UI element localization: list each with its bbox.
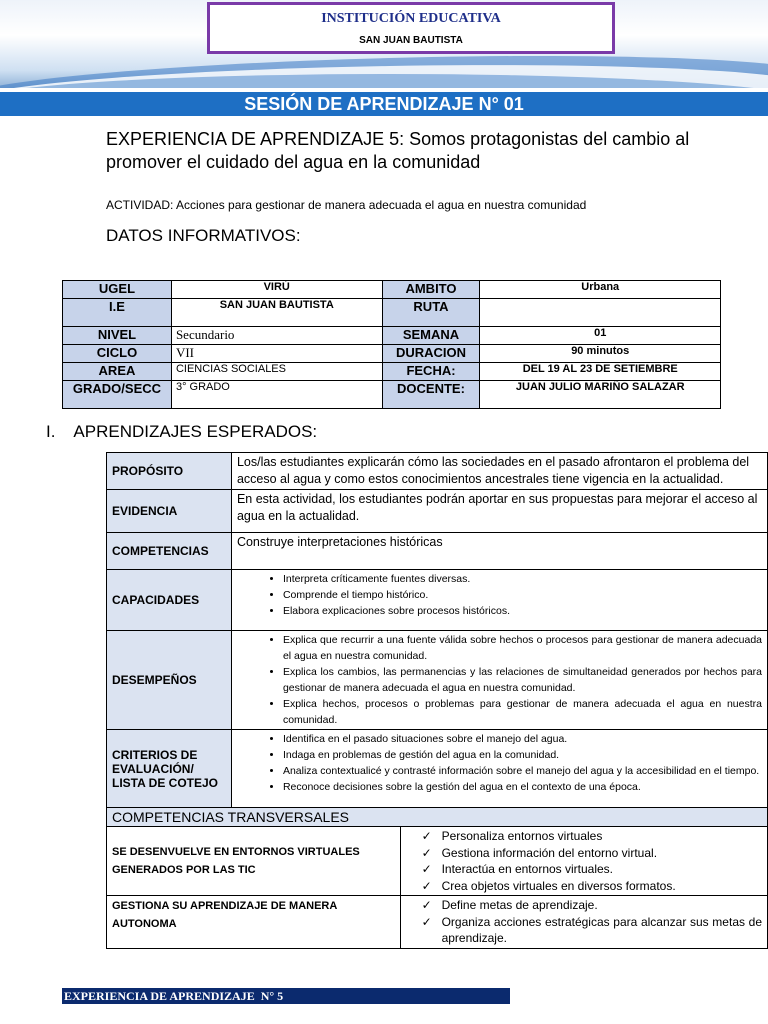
criterios-label <box>107 730 232 808</box>
list-item: • Interpreta críticamente fuentes diversas. <box>283 571 762 587</box>
criterios-label-line: CRITERIOS DE <box>112 747 198 762</box>
checklist-item: ✓ Interactúa en entornos virtuales. <box>442 861 762 878</box>
list-item: • Explica los cambios, las permanencias y las relaciones de simultaneidad generados por hechos para gestionar de manera adecuada el agua en nuestra comunidad. <box>283 664 762 696</box>
section-heading: I. APRENDIZAJES ESPERADOS: <box>46 422 318 441</box>
tic-competence-label: SE DESENVUELVE EN ENTORNOS VIRTUALES GENERADOS POR LAS TIC <box>107 827 401 896</box>
desempenos-label: DESEMPEÑOS <box>107 631 232 730</box>
transversales-heading: COMPETENCIAS TRANSVERSALES <box>107 808 768 827</box>
criterios-cell <box>231 730 767 808</box>
fecha-value: DEL 19 AL 23 DE SETIEMBRE <box>480 363 721 381</box>
experience-title: EXPERIENCIA DE APRENDIZAJE 5: Somos protagonistas del cambio al promover el cuidado del agua en la comunidad <box>106 129 690 172</box>
list-item: • Reconoce decisiones sobre la gestión del agua en el contexto de una época. <box>283 779 762 795</box>
institution-header-box <box>207 2 615 54</box>
evidencia-text: En esta actividad, los estudiantes podrán aportar en sus propuestas para mejorar el acceso al agua en la actualidad. <box>231 490 767 533</box>
nivel-value: Secundario <box>171 327 382 345</box>
list-item: • Explica hechos, procesos o problemas para gestionar de manera adecuada el agua en nuestra comunidad. <box>283 696 762 728</box>
capacidades-cell <box>231 570 767 631</box>
nivel-label: NIVEL <box>63 327 172 345</box>
info-table <box>62 280 721 409</box>
area-value: CIENCIAS SOCIALES <box>171 363 382 381</box>
grado-label: GRADO/SECC <box>63 381 172 409</box>
capacidades-label: CAPACIDADES <box>107 570 232 631</box>
competencias-label: COMPETENCIAS <box>107 533 232 570</box>
list-item: • Elabora explicaciones sobre procesos históricos. <box>283 603 762 619</box>
evidencia-label: EVIDENCIA <box>107 490 232 533</box>
institution-title: INSTITUCIÓN EDUCATIVA <box>321 11 501 26</box>
footer-heading: EXPERIENCIA DE APRENDIZAJE N° 5 <box>62 988 510 1004</box>
tic-cell <box>400 827 767 896</box>
autonoma-cell <box>400 896 767 949</box>
ruta-value <box>480 299 721 327</box>
list-item: • Explica que recurrir a una fuente válida sobre hechos o procesos para gestionar de manera adecuada el agua en nuestra comunidad. <box>283 632 762 664</box>
proposito-text: Los/las estudiantes explicarán cómo las sociedades en el pasado afrontaron el problema del acceso al agua y como estos conocimientos ancestrales tiene vigencia en la actualidad. <box>231 453 767 490</box>
criterios-label-line: LISTA DE COTEJO <box>112 775 219 790</box>
checklist-item: ✓ Define metas de aprendizaje. <box>442 897 762 914</box>
ciclo-value: VII <box>171 345 382 363</box>
grado-value: 3° GRADO <box>171 381 382 409</box>
ugel-value: VIRÚ <box>171 281 382 299</box>
competencias-text: Construye interpretaciones históricas <box>231 533 767 570</box>
ie-label: I.E <box>63 299 172 327</box>
duracion-label: DURACION <box>382 345 480 363</box>
checklist-item: ✓ Personaliza entornos virtuales <box>442 828 762 845</box>
docente-label: DOCENTE: <box>382 381 480 409</box>
ciclo-label: CICLO <box>63 345 172 363</box>
checklist-item: ✓ Gestiona información del entorno virtual. <box>442 845 762 862</box>
header-banner <box>0 0 768 88</box>
session-title: SESIÓN DE APRENDIZAJE N° 01 <box>0 92 768 116</box>
ruta-label: RUTA <box>382 299 480 327</box>
list-item: • Indaga en problemas de gestión del agua en la comunidad. <box>283 747 762 763</box>
desempenos-cell <box>231 631 767 730</box>
ugel-label: UGEL <box>63 281 172 299</box>
checklist-item: ✓ Organiza acciones estratégicas para alcanzar sus metas de aprendizaje. <box>442 914 762 947</box>
tic-list <box>406 828 762 894</box>
activity-line: ACTIVIDAD: Acciones para gestionar de manera adecuada el agua en nuestra comunidad <box>106 198 587 212</box>
datos-heading: DATOS INFORMATIVOS: <box>106 226 301 245</box>
proposito-label: PROPÓSITO <box>107 453 232 490</box>
criterios-list <box>237 731 762 795</box>
area-label: AREA <box>63 363 172 381</box>
autonoma-list <box>406 897 762 947</box>
desempenos-list <box>237 632 762 728</box>
docente-value: JUAN JULIO MARIÑO SALAZAR <box>480 381 721 409</box>
autonoma-competence-label: GESTIONA SU APRENDIZAJE DE MANERA AUTONOMA <box>107 896 401 949</box>
list-item: • Analiza contextualicé y contrasté información sobre el manejo del agua y la accesibilidad en el tiempo. <box>283 763 762 779</box>
checklist-item: ✓ Crea objetos virtuales en diversos formatos. <box>442 878 762 895</box>
institution-name: SAN JUAN BAUTISTA <box>359 35 463 46</box>
list-item: • Identifica en el pasado situaciones sobre el manejo del agua. <box>283 731 762 747</box>
capacidades-list <box>237 571 762 619</box>
semana-value: 01 <box>480 327 721 345</box>
fecha-label: FECHA: <box>382 363 480 381</box>
ambito-label: AMBITO <box>382 281 480 299</box>
criterios-label-line: EVALUACIÓN/ <box>112 761 194 776</box>
semana-label: SEMANA <box>382 327 480 345</box>
ambito-value: Urbana <box>480 281 721 299</box>
aprendizajes-table <box>106 452 768 949</box>
ie-value: SAN JUAN BAUTISTA <box>171 299 382 327</box>
duracion-value: 90 minutos <box>480 345 721 363</box>
list-item: • Comprende el tiempo histórico. <box>283 587 762 603</box>
